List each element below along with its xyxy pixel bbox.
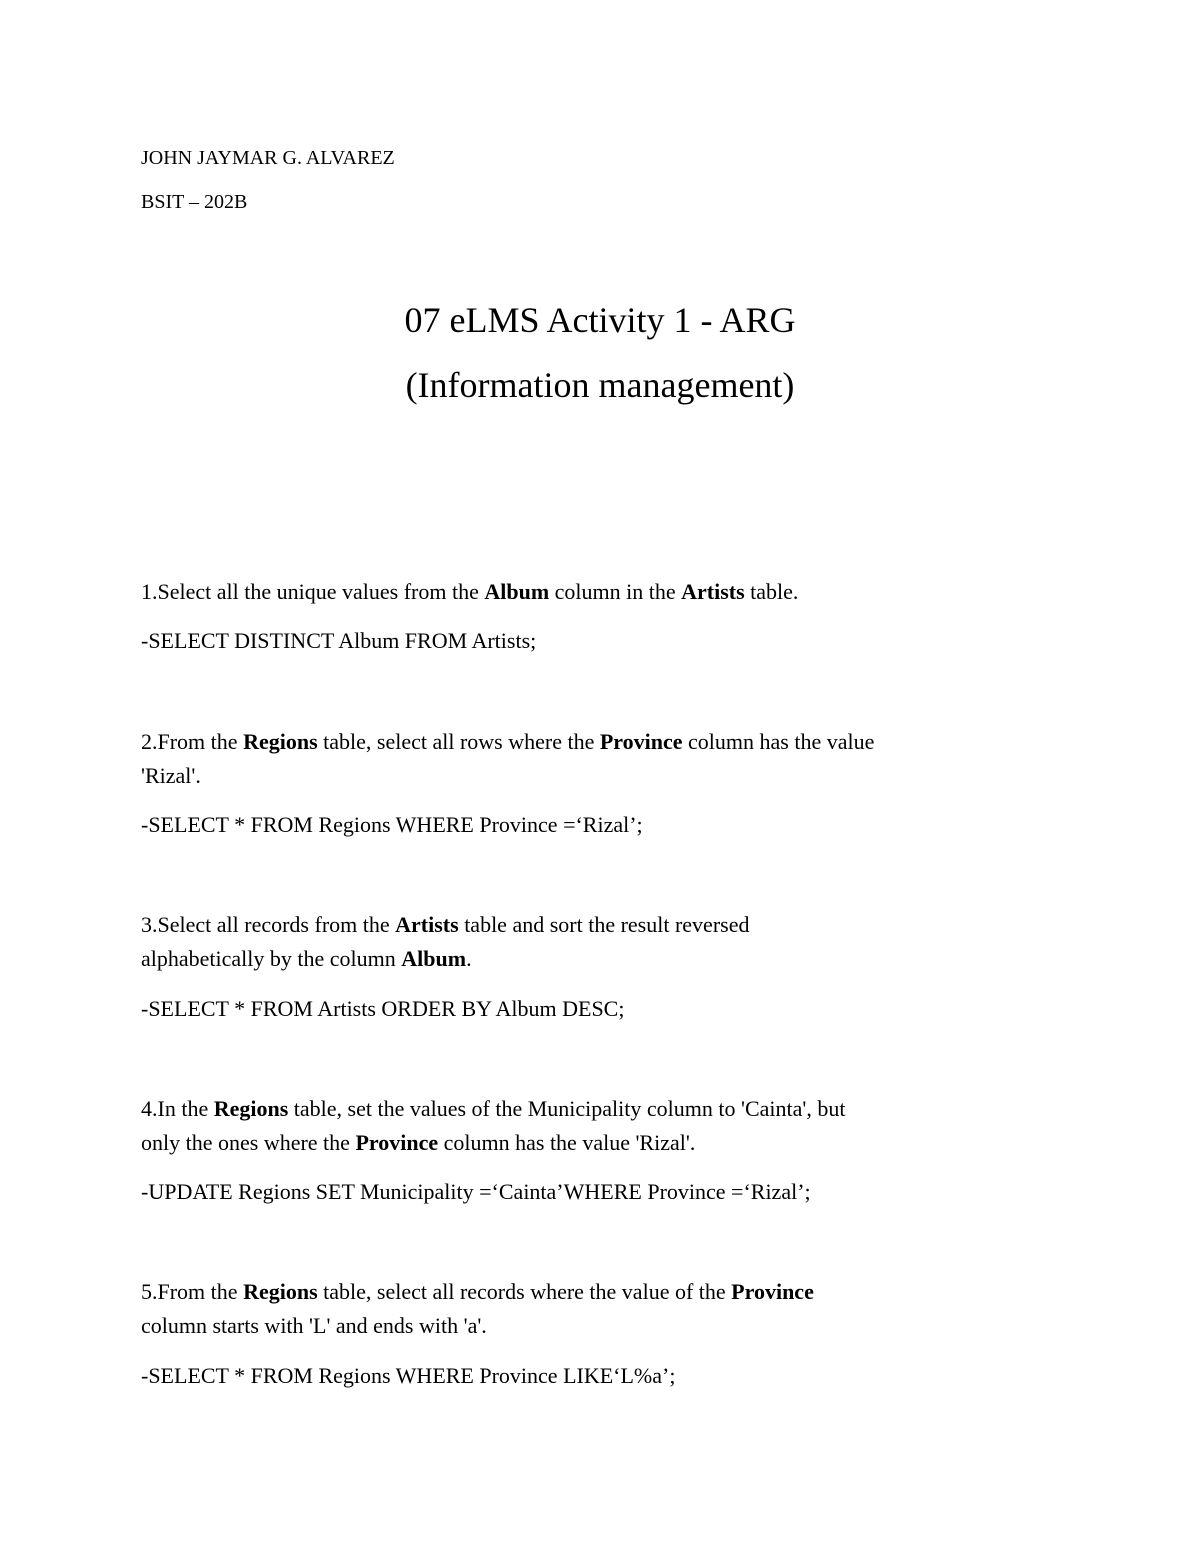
question-text-part: column has the value 'Rizal'. bbox=[438, 1130, 696, 1155]
question-5-answer: -SELECT * FROM Regions WHERE Province LIKE‘L%a’; bbox=[141, 1363, 676, 1388]
question-text-part: table and sort the result reversed bbox=[458, 912, 750, 937]
question-text-part: table. bbox=[744, 579, 799, 604]
question-text-part: table, select all records where the value of the bbox=[317, 1279, 732, 1304]
bold-term: Regions bbox=[243, 729, 318, 754]
question-2-text bbox=[141, 728, 874, 756]
question-text-part: table, set the values of the Municipality column to 'Cainta', but bbox=[288, 1096, 846, 1121]
question-text-part: . bbox=[466, 946, 472, 971]
question-text-part: 3.Select all records from the bbox=[141, 912, 396, 937]
bold-term: Album bbox=[401, 946, 467, 971]
question-2-text-continued: 'Rizal'. bbox=[141, 763, 201, 788]
bold-term: Artists bbox=[395, 912, 459, 937]
question-text-part: 2.From the bbox=[141, 729, 244, 754]
bold-term: Province bbox=[355, 1130, 439, 1155]
question-3-answer: -SELECT * FROM Artists ORDER BY Album DESC; bbox=[141, 996, 625, 1021]
question-text-part: column in the bbox=[549, 579, 682, 604]
question-2-answer: -SELECT * FROM Regions WHERE Province =‘Rizal’; bbox=[141, 812, 643, 837]
bold-term: Province bbox=[731, 1279, 814, 1304]
student-section: BSIT – 202B bbox=[141, 191, 248, 213]
question-5-text-continued: column starts with 'L' and ends with 'a'. bbox=[141, 1313, 487, 1338]
bold-term: Artists bbox=[681, 579, 745, 604]
question-3-text-continued bbox=[141, 945, 472, 973]
question-text-part: only the ones where the bbox=[141, 1130, 356, 1155]
document-subtitle: (Information management) bbox=[405, 365, 795, 405]
question-4-text-continued bbox=[141, 1129, 695, 1157]
bold-term: Regions bbox=[243, 1279, 318, 1304]
question-1-answer: -SELECT DISTINCT Album FROM Artists; bbox=[141, 628, 537, 653]
bold-term: Album bbox=[484, 579, 550, 604]
question-text-part: 1.Select all the unique values from the bbox=[141, 579, 485, 604]
question-3-text bbox=[141, 911, 749, 939]
document-title: 07 eLMS Activity 1 - ARG bbox=[404, 300, 796, 340]
question-text-part: alphabetically by the column bbox=[141, 946, 402, 971]
question-5-text bbox=[141, 1278, 814, 1306]
question-4-text bbox=[141, 1095, 845, 1123]
question-text-part: column has the value bbox=[682, 729, 875, 754]
question-text-part: table, select all rows where the bbox=[317, 729, 600, 754]
question-text-part: 4.In the bbox=[141, 1096, 214, 1121]
question-4-answer: -UPDATE Regions SET Municipality =‘Cainta’WHERE Province =‘Rizal’; bbox=[141, 1179, 811, 1204]
question-1-text bbox=[141, 578, 798, 606]
bold-term: Regions bbox=[213, 1096, 289, 1121]
student-name: JOHN JAYMAR G. ALVAREZ bbox=[141, 147, 395, 169]
question-text-part: 5.From the bbox=[141, 1279, 244, 1304]
bold-term: Province bbox=[599, 729, 683, 754]
